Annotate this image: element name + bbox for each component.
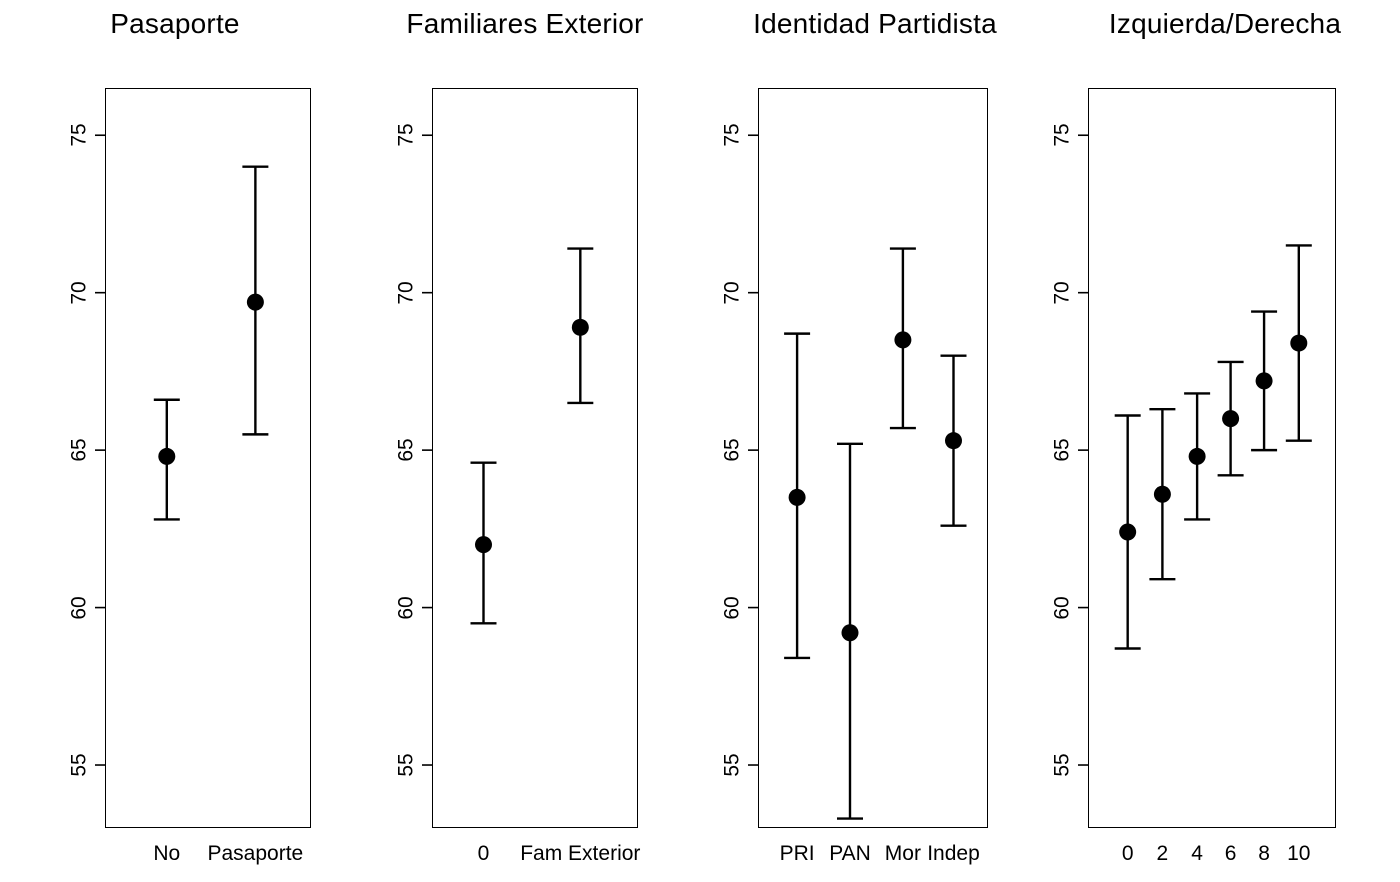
panel-pasaporte <box>0 0 350 882</box>
x-tick-label: 8 <box>1258 842 1270 865</box>
y-tick-label: 60 <box>67 595 91 620</box>
x-tick-label: Fam Exterior <box>520 842 641 865</box>
plot-area <box>1088 88 1336 828</box>
y-tick-label: 75 <box>394 123 418 147</box>
y-tick-label: 60 <box>394 595 418 620</box>
plot-area <box>432 88 638 828</box>
plot-area <box>105 88 311 828</box>
panel-title: Familiares Exterior <box>406 8 644 39</box>
panel-title: Izquierda/Derecha <box>1108 8 1342 39</box>
y-tick-label: 55 <box>67 753 91 777</box>
y-tick-label: 65 <box>394 438 418 462</box>
y-tick-label: 75 <box>1050 123 1074 147</box>
y-tick-label: 60 <box>720 595 744 620</box>
y-tick-label: 75 <box>67 123 91 147</box>
panel-identidad-partidista <box>700 0 1050 882</box>
x-tick-label: 0 <box>477 842 490 865</box>
panel-title: Pasaporte <box>110 8 240 39</box>
y-tick-label: 65 <box>720 438 744 462</box>
plot-area <box>758 88 988 828</box>
x-tick-label: 6 <box>1224 842 1237 865</box>
x-tick-label: PRI <box>779 842 815 865</box>
y-tick-label: 65 <box>67 438 91 462</box>
y-tick-label: 70 <box>67 280 91 305</box>
x-tick-label: 4 <box>1191 842 1203 865</box>
x-tick-label: PAN <box>829 842 871 865</box>
panel-title: Identidad Partidista <box>753 8 997 39</box>
y-tick-label: 75 <box>720 123 744 147</box>
y-tick-label: 70 <box>720 280 744 305</box>
y-tick-label: 60 <box>1050 595 1074 620</box>
y-tick-label: 55 <box>720 753 744 777</box>
x-tick-label: 0 <box>1121 842 1134 865</box>
x-tick-label: Indep <box>927 842 980 865</box>
y-tick-label: 70 <box>1050 280 1074 305</box>
x-tick-label: Pasaporte <box>207 842 304 865</box>
y-tick-label: 70 <box>394 280 418 305</box>
x-tick-label: 2 <box>1156 842 1169 865</box>
y-tick-label: 55 <box>394 753 418 777</box>
panel-izquierda-derecha <box>1050 0 1400 882</box>
y-tick-label: 55 <box>1050 753 1074 777</box>
x-tick-label: 10 <box>1287 842 1311 865</box>
x-tick-label: No <box>153 842 181 865</box>
x-tick-label: Mor <box>884 842 921 865</box>
y-tick-label: 65 <box>1050 438 1074 462</box>
